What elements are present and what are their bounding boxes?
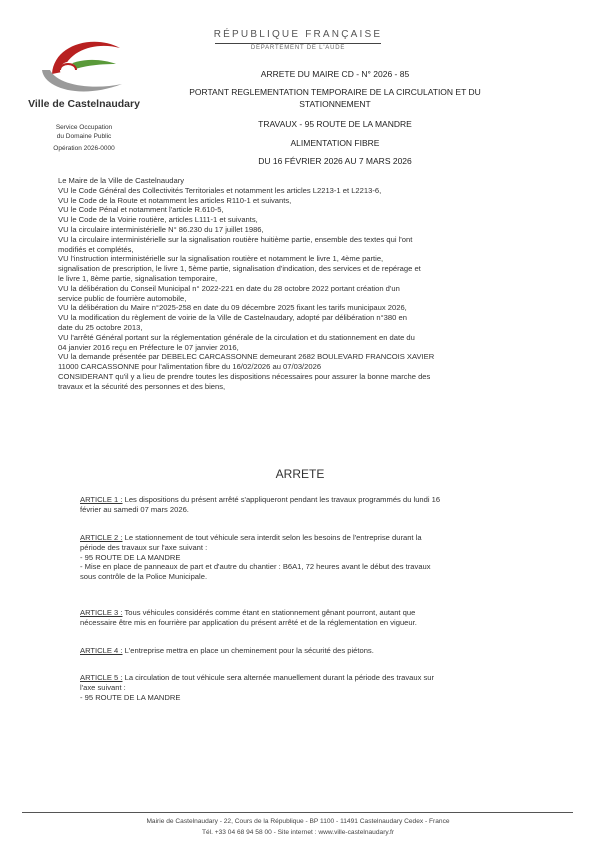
- article-5-text: l'axe suivant :: [80, 682, 126, 692]
- consideration-line: VU la demande présentée par DEBELEC CARCASSONNE demeurant 2682 BOULEVARD FRANCOIS XAVIER: [58, 352, 435, 362]
- article-1-text: Les dispositions du présent arrêté s'appliqueront pendant les travaux programmés du lundi 16: [122, 495, 441, 504]
- republic-heading: RÉPUBLIQUE FRANÇAISE: [213, 29, 383, 40]
- consideration-line: le livre 1, 8ème partie, signalisation temporaire,: [58, 273, 218, 283]
- article-3-text: Tous véhicules considérés comme étant en stationnement gênant pourront, autant que: [122, 608, 416, 617]
- decree-subject-line-2: STATIONNEMENT: [299, 99, 371, 109]
- consideration-line: VU la circulaire interministérielle N° 86.230 du 17 juillet 1986,: [58, 224, 264, 234]
- article-3-label: ARTICLE 3 :: [80, 608, 123, 617]
- article-1: [80, 495, 526, 515]
- article-2-text: période des travaux sur l'axe suivant :: [80, 542, 208, 552]
- consideration-line: VU le Code Général des Collectivités Territoriales et notamment les articles L2213-1 et L2213-6,: [58, 185, 382, 195]
- article-2-text: Le stationnement de tout véhicule sera interdit selon les besoins de l'entreprise durant la: [122, 533, 422, 542]
- article-5-label: ARTICLE 5 :: [80, 673, 123, 682]
- consideration-line: VU le Code de la Route et notamment les articles R110-1 et suivants,: [58, 195, 292, 205]
- decree-number: ARRETE DU MAIRE CD - N° 2026 - 85: [260, 69, 410, 79]
- article-3-text: nécessaire être mis en fourrière par application du présent arrêté et de la réglementation en vigueur.: [80, 617, 417, 627]
- article-2-text: - 95 ROUTE DE LA MANDRE: [80, 552, 181, 562]
- consideration-line: VU le Code Pénal et notamment l'article R.610-5,: [58, 205, 224, 215]
- consideration-line: signalisation de prescription, le livre 1, 5ème partie, signalisation d'indication, des services et de repérage et: [58, 264, 421, 274]
- footer-contact: Tél. +33 04 68 94 58 00 - Site internet : www.ville-castelnaudary.fr: [201, 829, 395, 836]
- consideration-line: CONSIDERANT qu'il y a lieu de prendre toutes les dispositions nécessaires pour assurer la bonne marche des: [58, 371, 431, 381]
- consideration-line: travaux et la sécurité des personnes et des biens,: [58, 381, 226, 391]
- consideration-line: 04 janvier 2016 reçu en Préfecture le 07 janvier 2016,: [58, 342, 239, 352]
- works-location: TRAVAUX - 95 ROUTE DE LA MANDRE: [258, 119, 412, 129]
- department-label: DÉPARTEMENT DE L'AUDE: [250, 45, 346, 51]
- consideration-line: 11000 CARCASSONNE pour l'alimentation fibre du 16/02/2026 au 07/03/2026: [58, 362, 322, 372]
- operation-number: Opération 2026-0000: [53, 145, 115, 152]
- consideration-line: VU la modification du règlement de voirie de la Ville de Castelnaudary, adopté par délibération n°380 en: [58, 313, 407, 323]
- considerations-block: [58, 176, 536, 392]
- article-3: [80, 608, 526, 628]
- consideration-line: VU le Code de la Voirie routière, articles L111-1 et suivants,: [58, 215, 258, 225]
- article-1-label: ARTICLE 1 :: [80, 495, 123, 504]
- footer-divider: [22, 812, 573, 813]
- article-5-text: - 95 ROUTE DE LA MANDRE: [80, 692, 181, 702]
- consideration-line: VU l'instruction interministérielle sur la signalisation routière et notamment le livre 1, 4ème partie,: [58, 254, 384, 264]
- decree-subject-line-1: PORTANT REGLEMENTATION TEMPORAIRE DE LA CIRCULATION ET DU: [189, 87, 481, 97]
- service-label: [22, 123, 146, 141]
- city-name: Ville de Castelnaudary: [28, 98, 140, 110]
- article-5: [80, 673, 526, 702]
- consideration-line: Le Maire de la Ville de Castelnaudary: [58, 176, 185, 185]
- consideration-line: modifiés et complétés,: [58, 244, 134, 254]
- article-5-text: La circulation de tout véhicule sera alternée manuellement durant la période des travaux sur: [122, 673, 435, 682]
- consideration-line: VU la circulaire interministérielle sur la signalisation routière huitième partie, ensemble des textes qui l'ont: [58, 234, 413, 244]
- service-line-2: du Domaine Public: [56, 133, 112, 140]
- article-4: [80, 646, 526, 656]
- article-4-text: L'entreprise mettra en place un cheminement pour la sécurité des piétons.: [122, 646, 374, 655]
- article-4-label: ARTICLE 4 :: [80, 646, 123, 655]
- consideration-line: VU l'arrêté Général portant sur la réglementation générale de la circulation et du stationnement en date du: [58, 332, 415, 342]
- footer-address: Mairie de Castelnaudary - 22, Cours de la République - BP 1100 - 11491 Castelnaudary Cedex - France: [146, 818, 450, 825]
- consideration-line: service public de fourrière automobile,: [58, 293, 187, 303]
- article-2-text: - Mise en place de panneaux de part et d'autre du chantier : B6A1, 72 heures avant le début des travaux: [80, 562, 431, 572]
- service-line-1: Service Occupation: [55, 124, 113, 131]
- republic-divider: [215, 43, 381, 44]
- consideration-line: VU la délibération du Conseil Municipal n° 2022-221 en date du 28 octobre 2022 portant création d'un: [58, 283, 400, 293]
- article-1-text: février au samedi 07 mars 2026.: [80, 504, 189, 514]
- article-2: [80, 533, 526, 582]
- consideration-line: VU la délibération du Maire n°2025-258 en date du 09 décembre 2025 fixant les tarifs municipaux 2026,: [58, 303, 407, 313]
- article-2-text: sous contrôle de la Police Municipale.: [80, 572, 208, 582]
- works-period: DU 16 FÉVRIER 2026 AU 7 MARS 2026: [258, 156, 412, 166]
- consideration-line: date du 25 octobre 2013,: [58, 322, 143, 332]
- works-type: ALIMENTATION FIBRE: [290, 138, 380, 148]
- article-2-label: ARTICLE 2 :: [80, 533, 123, 542]
- arrete-heading: ARRETE: [275, 467, 325, 481]
